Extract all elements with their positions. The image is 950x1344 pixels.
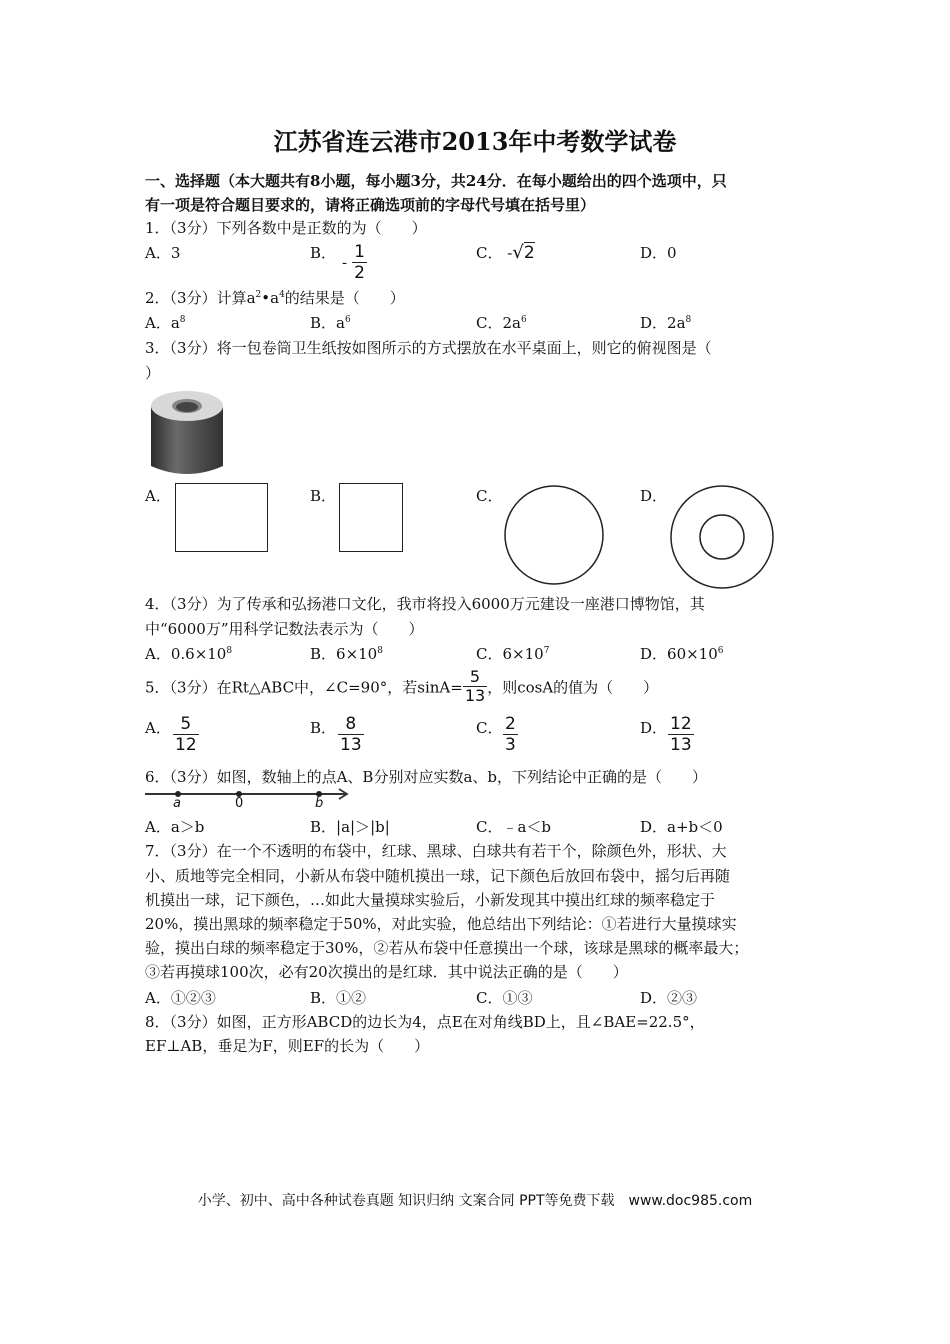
fraction-numerator: 12: [670, 714, 692, 734]
q6-stem: 6．（3分）如图，数轴上的点A、B分别对应实数a、b，下列结论中正确的是（ ）: [145, 768, 707, 786]
q4-option-a: [145, 644, 232, 664]
radicand: 2: [523, 243, 535, 263]
fraction-numerator: 5: [463, 668, 487, 687]
option-label: D．: [640, 314, 668, 332]
q5-option-b-label: B．: [310, 719, 337, 737]
exponent: 7: [543, 646, 550, 656]
fraction-denominator: 3: [505, 735, 516, 755]
q3-option-c-circle: [502, 483, 606, 587]
q2-option-d: [640, 313, 691, 333]
q1-stem: 1．（3分）下列各数中是正数的为（ ）: [145, 219, 427, 237]
q2-option-b: [310, 313, 351, 333]
q7-line5: 验，摸出白球的频率稳定于30%，②若从布袋中任意摸出一个球，该球是黑球的概率最大；: [145, 939, 749, 957]
option-value: 60×10: [667, 645, 718, 663]
option-label: D．: [640, 244, 668, 262]
q5-stem: [145, 667, 659, 707]
fraction-numerator: 5: [173, 714, 199, 735]
q5-option-d-label: D．: [640, 719, 668, 737]
q1-option-b-fraction: [342, 242, 367, 283]
q8-line2: EF⊥AB，垂足为F，则EF的长为（ ）: [145, 1037, 430, 1055]
toilet-paper-roll-image: [145, 386, 229, 478]
option-label: C．: [476, 244, 503, 262]
option-value: 6×10: [336, 645, 378, 663]
q4-option-b: [310, 644, 383, 664]
option-label: C．: [476, 989, 503, 1007]
fraction-denominator: 13: [670, 735, 692, 755]
option-label: B．: [310, 989, 337, 1007]
q3-stem-line2: ）: [145, 364, 161, 382]
q5-option-a-label: A．: [145, 719, 171, 737]
q6-option-a: [145, 817, 204, 837]
q4-option-d: [640, 644, 724, 664]
minus-sign: -: [342, 253, 348, 272]
fraction-denominator: 13: [464, 686, 486, 705]
stem-text: 2．（3分）计算a: [145, 289, 256, 307]
q7-option-c: [476, 988, 533, 1008]
q5-option-a-fraction: [173, 714, 199, 755]
option-label: B．: [310, 645, 337, 663]
page-title: 江苏省连云港市2013年中考数学试卷: [273, 127, 677, 156]
q1-option-c: [476, 243, 535, 263]
option-value: 6×10: [502, 645, 544, 663]
exponent: 6: [344, 315, 351, 325]
option-value: 0: [667, 244, 677, 262]
exponent: 8: [377, 646, 383, 656]
option-value: ②③: [667, 989, 698, 1007]
q3-option-a-label: A．: [145, 487, 171, 505]
option-label: A．: [145, 989, 171, 1007]
fraction-denominator: 13: [340, 735, 362, 755]
option-value: ①③: [502, 989, 533, 1007]
option-label: A．: [145, 244, 171, 262]
option-label: C．: [476, 818, 503, 836]
q7-line3: 机摸出一球，记下颜色，…如此大量摸球实验后，小新发现其中摸出红球的频率稳定于: [145, 891, 716, 909]
option-label: A．: [145, 314, 171, 332]
fraction-numerator: 8: [338, 714, 364, 735]
option-label: C．: [476, 645, 503, 663]
option-label: A．: [145, 818, 171, 836]
option-value: a: [336, 314, 345, 332]
option-value: 3: [170, 244, 181, 262]
q3-option-d-label: D．: [640, 487, 668, 505]
option-value: ①②: [336, 989, 367, 1007]
number-line-label-0: 0: [235, 796, 244, 811]
q7-line6: ③若再摸球100次，必有20次摸出的是红球．其中说法正确的是（ ）: [145, 963, 628, 981]
option-label: B．: [310, 314, 337, 332]
option-label: A．: [145, 645, 171, 663]
stem-text: •a: [261, 289, 280, 307]
q7-line4: 20%，摸出黑球的频率稳定于50%，对此实验，他总结出下列结论：①若进行大量摸球实: [145, 915, 737, 933]
q7-line1: 7．（3分）在一个不透明的布袋中，红球、黑球、白球共有若干个，除颜色外，形状、大: [145, 842, 727, 860]
fraction-numerator: 2: [505, 714, 516, 734]
page-footer: 小学、初中、高中各种试卷真题 知识归纳 文案合同 PPT等免费下载 www.doc985.com: [197, 1193, 753, 1209]
option-value: ①②③: [170, 989, 216, 1007]
q3-option-d-ring: [668, 483, 776, 591]
q4-option-c: [476, 644, 549, 664]
option-value: ﹣a＜b: [502, 818, 552, 836]
option-value: a: [170, 314, 180, 332]
stem-text: ，则cosA的值为（ ）: [487, 678, 659, 697]
number-line-label-b: b: [315, 796, 324, 811]
q7-option-b: [310, 988, 366, 1008]
exponent: 6: [520, 315, 527, 325]
q3-stem-line1: 3．（3分）将一包卷筒卫生纸按如图所示的方式摆放在水平桌面上，则它的俯视图是（: [145, 339, 712, 357]
q6-option-d: [640, 817, 723, 837]
q1-option-d: [640, 243, 677, 263]
option-label: D．: [640, 989, 668, 1007]
exponent: 8: [226, 646, 233, 656]
option-value: a+b＜0: [667, 818, 723, 836]
q7-option-d: [640, 988, 697, 1008]
exponent: 6: [717, 646, 724, 656]
fraction-denominator: 2: [354, 263, 365, 283]
exponent: 8: [179, 315, 186, 325]
minus-sign: -: [507, 244, 513, 262]
option-label: D．: [640, 818, 668, 836]
option-label: B．: [310, 244, 337, 262]
q4-stem-line1: 4．（3分）为了传承和弘扬港口文化，我市将投入6000万元建设一座港口博物馆，其: [145, 595, 705, 613]
q2-option-c: [476, 313, 527, 333]
option-value: |a|＞|b|: [336, 818, 390, 836]
q8-line1: 8．（3分）如图，正方形ABCD的边长为4，点E在对角线BD上，且∠BAE=22.5°，: [145, 1013, 705, 1031]
section-heading-line1: 一、选择题（本大题共有8小题，每小题3分，共24分．在每小题给出的四个选项中，只: [145, 172, 727, 190]
exponent: 8: [685, 315, 692, 325]
option-value: 0.6×10: [170, 645, 227, 663]
q2-stem: [145, 288, 405, 308]
q3-option-b-label: B．: [310, 487, 337, 505]
option-value: a＞b: [170, 818, 205, 836]
q3-option-c-label: C．: [476, 487, 503, 505]
q1-option-b: [310, 243, 336, 263]
exponent: 2: [255, 290, 262, 300]
q4-stem-line2: 中“6000万”用科学记数法表示为（ ）: [145, 620, 424, 638]
q6-option-b: [310, 817, 390, 837]
section-heading-line2: 有一项是符合题目要求的，请将正确选项前的字母代号填在括号里）: [145, 196, 596, 214]
stem-text: 的结果是（ ）: [284, 289, 405, 307]
q7-line2: 小、质地等完全相同，小新从布袋中随机摸出一球，记下颜色后放回布袋中，摇匀后再随: [145, 867, 731, 885]
option-label: C．: [476, 314, 503, 332]
option-value: 2a: [502, 314, 521, 332]
fraction-denominator: 12: [175, 735, 197, 755]
fraction-numerator: 1: [354, 242, 365, 262]
q2-option-a: [145, 313, 186, 333]
q7-option-a: [145, 988, 216, 1008]
number-line-label-a: a: [173, 796, 181, 811]
q5-option-d-fraction: [668, 714, 694, 755]
option-label: B．: [310, 818, 337, 836]
exponent: 4: [279, 290, 285, 300]
q5-option-c-label: C．: [476, 719, 503, 737]
q6-option-c: [476, 817, 551, 837]
option-value: 2a: [667, 314, 686, 332]
q5-option-b-fraction: [338, 714, 364, 755]
q3-option-a-rectangle: [175, 483, 268, 552]
stem-text: 5．（3分）在Rt△ABC中，∠C=90°，若sinA=: [145, 678, 463, 697]
q1-option-a: [145, 243, 180, 263]
q5-option-c-fraction: [503, 714, 518, 755]
sqrt-icon: √: [512, 242, 524, 263]
q3-option-b-square: [339, 483, 403, 552]
option-label: D．: [640, 645, 668, 663]
